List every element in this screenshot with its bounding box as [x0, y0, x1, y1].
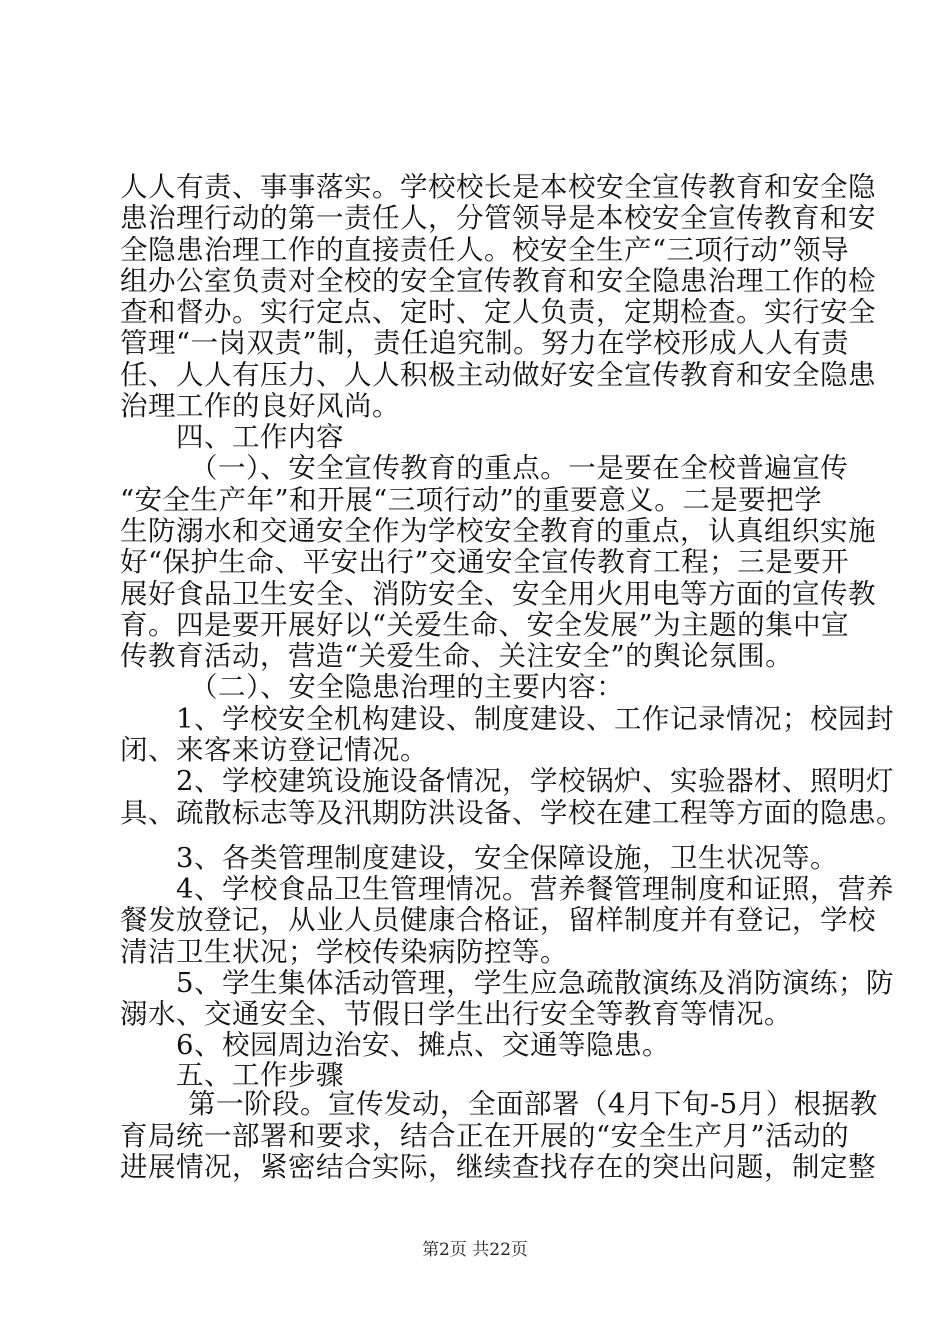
text-line: 第一阶段。宣传发动，全面部署（4月下旬-5月）根据教 — [188, 1088, 878, 1120]
text-line: 进展情况，紧密结合实际，继续查找存在的突出问题，制定整 — [120, 1151, 876, 1183]
text-line: 餐发放登记，从业人员健康合格证，留样制度并有登记，学校 — [120, 904, 876, 936]
text-line: 查和督办。实行定点、定时、定人负责，定期检查。实行安全 — [120, 296, 876, 328]
text-line: 5、学生集体活动管理，学生应急疏散演练及消防演练；防 — [176, 967, 894, 999]
text-line: 闭、来客来访登记情况。 — [120, 734, 428, 766]
text-line: 生防溺水和交通安全作为学校安全教育的重点，认真组织实施 — [120, 515, 876, 547]
text-line: 育局统一部署和要求，结合正在开展的“安全生产月”活动的 — [120, 1120, 850, 1152]
text-line: 全隐患治理工作的直接责任人。校安全生产“三项行动”领导 — [120, 234, 850, 266]
text-line: 治理工作的良好风尚。 — [120, 390, 400, 422]
text-line: 展好食品卫生安全、消防安全、安全用火用电等方面的宣传教 — [120, 578, 876, 610]
text-line: 育。四是要开展好以“关爱生命、安全发展”为主题的集中宣 — [120, 609, 850, 641]
text-line: 具、疏散标志等及汛期防洪设备、学校在建工程等方面的隐患。 — [120, 797, 904, 829]
text-line: 任、人人有压力、人人积极主动做好安全宣传教育和安全隐患 — [120, 359, 876, 391]
section-heading: 四、工作内容 — [176, 421, 344, 453]
text-line: 6、校园周边治安、摊点、交通等隐患。 — [176, 1029, 670, 1061]
text-line: 管理“一岗双责”制，责任追究制。努力在学校形成人人有责 — [120, 327, 850, 359]
text-line: 好“保护生命、平安出行”交通安全宣传教育工程；三是要开 — [120, 546, 850, 578]
text-line: 组办公室负责对全校的安全宣传教育和安全隐患治理工作的检 — [120, 265, 876, 297]
page-number-footer: 第2页 共22页 — [422, 1240, 528, 1260]
text-line: “安全生产年”和开展“三项行动”的重要意义。二是要把学 — [120, 484, 823, 516]
section-heading: 五、工作步骤 — [176, 1059, 344, 1091]
text-line: 人人有责、事事落实。学校校长是本校安全宣传教育和安全隐 — [120, 171, 876, 203]
text-line: （一）、安全宣传教育的重点。一是要在全校普遍宣传 — [190, 452, 849, 484]
text-line: 传教育活动，营造“关爱生命、关注安全”的舆论氛围。 — [120, 640, 794, 672]
subsection-heading: （二）、安全隐患治理的主要内容： — [190, 671, 625, 703]
text-line: 4、学校食品卫生管理情况。营养餐管理制度和证照，营养 — [176, 873, 894, 905]
text-line: 清洁卫生状况；学校传染病防控等。 — [120, 936, 568, 968]
text-line: 溺水、交通安全、节假日学生出行安全等教育等情况。 — [120, 998, 792, 1030]
text-line: 1、学校安全机构建设、制度建设、工作记录情况；校园封 — [176, 703, 894, 735]
text-line: 患治理行动的第一责任人，分管领导是本校安全宣传教育和安 — [120, 202, 876, 234]
text-line: 3、各类管理制度建设，安全保障设施，卫生状况等。 — [176, 842, 838, 874]
text-line: 2、学校建筑设施设备情况，学校锅炉、实验器材、照明灯 — [176, 765, 894, 797]
